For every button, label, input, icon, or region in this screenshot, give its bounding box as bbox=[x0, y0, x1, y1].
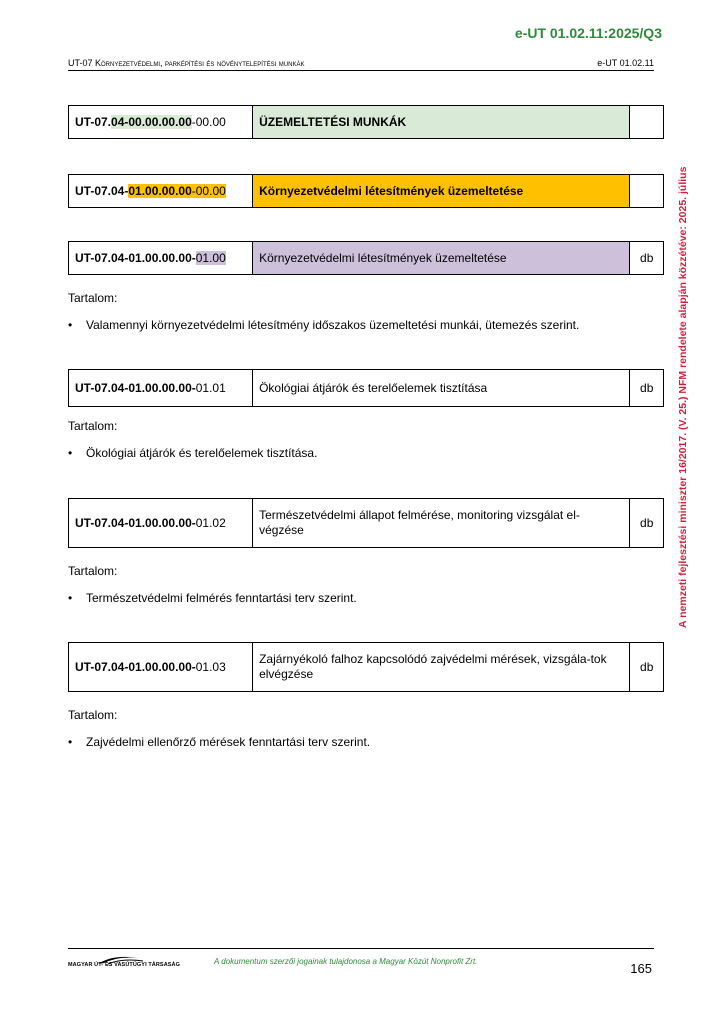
item-code: UT-07.04-00.00.00.00-00.00 bbox=[69, 106, 253, 139]
content-bullet bbox=[68, 446, 317, 460]
content-label: Tartalom: bbox=[68, 419, 118, 433]
item-title: Környezetvédelmi létesítmények üzemeltetése bbox=[253, 175, 630, 208]
item-code: UT-07.04-01.00.00.00-01.00 bbox=[69, 242, 253, 275]
content-bullet bbox=[68, 318, 579, 332]
copyright-note: A dokumentum szerzői jogainak tulajdonosa a Magyar Közút Nonprofit Zrt. bbox=[214, 957, 478, 966]
society-logo-text: MAGYAR ÚT- ÉS VASÚTÜGYI TÁRSASÁG bbox=[68, 962, 180, 968]
content-bullet bbox=[68, 591, 357, 605]
content-bullet bbox=[68, 735, 370, 749]
running-header-title: UT-07 Környezetvédelmi, parképítési és növénytelepítési munkák bbox=[68, 58, 305, 68]
bullet-text: Zajvédelmi ellenőrző mérések fenntartási terv szerint. bbox=[86, 735, 371, 749]
bullet-dot-icon: • bbox=[68, 318, 73, 332]
item-unit: db bbox=[630, 643, 664, 692]
item-table bbox=[68, 241, 664, 275]
content-label: Tartalom: bbox=[68, 291, 118, 305]
item-unit: db bbox=[630, 370, 664, 407]
publication-side-note: A nemzeti fejlesztési miniszter 16/2017. (V. 25.) NFM rendelete alapján közzétéve: 2025. július bbox=[677, 166, 689, 628]
item-unit: db bbox=[630, 499, 664, 548]
item-title: Ökológiai átjárók és terelőelemek tisztítása bbox=[253, 370, 630, 407]
running-header-code: e-UT 01.02.11 bbox=[597, 58, 654, 68]
item-unit bbox=[630, 106, 664, 139]
running-header bbox=[68, 58, 654, 71]
item-title: Környezetvédelmi létesítmények üzemeltetése bbox=[253, 242, 630, 275]
document-code: e-UT 01.02.11:2025/Q3 bbox=[514, 25, 662, 41]
content-label: Tartalom: bbox=[68, 564, 118, 578]
item-title: Zajárnyékoló falhoz kapcsolódó zajvédelmi mérések, vizsgála-tok elvégzése bbox=[253, 643, 630, 692]
item-title: ÜZEMELTETÉSI MUNKÁK bbox=[253, 106, 630, 139]
bullet-dot-icon: • bbox=[68, 591, 73, 605]
item-code: UT-07.04-01.00.00.00-01.03 bbox=[69, 643, 253, 692]
item-unit bbox=[630, 175, 664, 208]
item-code: UT-07.04-01.00.00.00-01.02 bbox=[69, 499, 253, 548]
footer-divider bbox=[68, 948, 654, 949]
content-label: Tartalom: bbox=[68, 708, 118, 722]
bullet-dot-icon: • bbox=[68, 735, 73, 749]
bullet-dot-icon: • bbox=[68, 446, 73, 460]
item-unit: db bbox=[630, 242, 664, 275]
item-title: Természetvédelmi állapot felmérése, monitoring vizsgálat el-végzése bbox=[253, 499, 630, 548]
page-number: 165 bbox=[630, 961, 652, 976]
item-table bbox=[68, 174, 664, 208]
item-code: UT-07.04-01.00.00.00-00.00 bbox=[69, 175, 253, 208]
item-code: UT-07.04-01.00.00.00-01.01 bbox=[69, 370, 253, 407]
item-table bbox=[68, 105, 664, 139]
item-table bbox=[68, 498, 664, 548]
bullet-text: Valamennyi környezetvédelmi létesítmény időszakos üzemeltetési munkái, ütemezés szerint. bbox=[86, 318, 580, 332]
bullet-text: Ökológiai átjárók és terelőelemek tisztítása. bbox=[86, 446, 318, 460]
bullet-text: Természetvédelmi felmérés fenntartási terv szerint. bbox=[86, 591, 357, 605]
item-table bbox=[68, 642, 664, 692]
item-table bbox=[68, 369, 664, 407]
